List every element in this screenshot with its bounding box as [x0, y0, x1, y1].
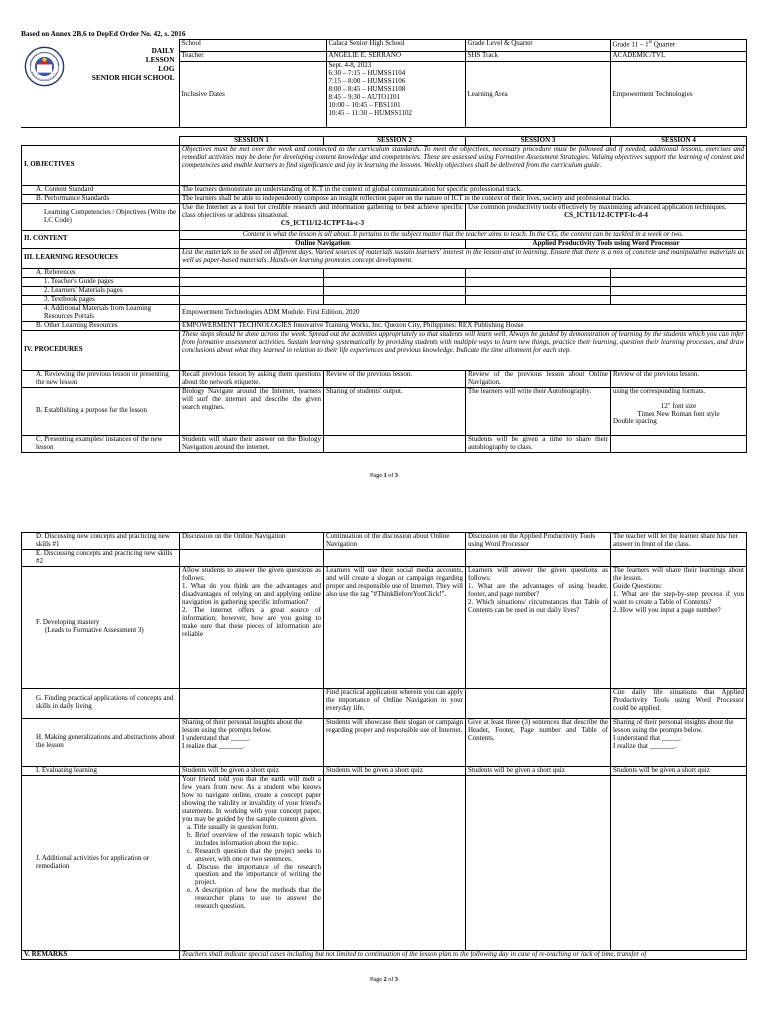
step-d-session-2: Continuation of the discussion about Online Navigation: [324, 533, 466, 550]
step-j-label: J. Additional activities for application or remediation: [22, 775, 180, 950]
session-2-header: SESSION 2: [324, 137, 466, 146]
step-d-session-1: Discussion on the Online Navigation: [180, 533, 324, 550]
step-c-session-2: [324, 435, 466, 452]
dll-title: [92, 46, 175, 82]
step-a-session-4: Review of the previous lesson.: [611, 370, 747, 387]
schedule-line: 8:00 – 8:45 – HUMSS1108: [328, 85, 406, 94]
area-value: Empowerment Technologies: [610, 62, 746, 128]
dll-title-line: LOG: [158, 63, 175, 73]
textbook-label: 3. Textbook pages: [22, 295, 180, 304]
logo-cell: [21, 40, 179, 128]
step-g-session-4: Cite daily life situations that Applied Productivity Tools using Word Processor could be applied.: [611, 688, 747, 718]
content-standard-value: The learners demonstrate an understanding of ICT in the context of global communication for specific professional track.: [180, 185, 747, 194]
competencies-label: Learning Competencies / Objectives (Write the LC Code): [22, 203, 180, 230]
step-c-session-1: Students will share their answer on the Biology Navigation around the internet.: [180, 435, 324, 452]
step-j-item: c. Research question that the project seeks to answer, with one or two sentences.: [187, 846, 321, 863]
step-i-session-2: Students will be given a short quiz: [324, 766, 466, 775]
format-spacing: Double spacing: [613, 417, 657, 426]
step-c-session-4: [611, 435, 747, 452]
step-j-item: d. Discuss the importance of the research question and the importance of writing the project.: [187, 862, 321, 887]
track-value: ACADEMIC/TVL: [610, 51, 746, 61]
competency-left-text: Use the Internet as a tool for credible research and information gathering to best achieve specific class objectives or address situational.: [182, 203, 463, 219]
step-d-label: D. Discussing new concepts and practicing new skills #1: [22, 533, 180, 550]
learner-materials-label: 2. Learners' Materials pages: [22, 286, 180, 295]
competencies-right: [466, 203, 747, 230]
step-g-session-2: Find practical application wherein you can apply the importance of Online Navigation in your everyday life.: [324, 688, 466, 718]
step-j-intro: Your friend told you that the earth will melt a few years from now. As a student who knows how to navigate online, create a concept paper showing the validity or invalidity of your friend's statements. In working with your concept paper, you may be guided by the sample content given.: [182, 775, 321, 823]
schedule-line: 7:15 – 8:00 – HUMSS1106: [328, 77, 406, 86]
content-standard-label: A. Content Standard: [22, 185, 180, 194]
header-table: [21, 39, 747, 128]
step-i-session-4: Students will be given a short quiz: [611, 766, 747, 775]
objectives-desc: Objectives must be met over the week and connected to the curriculum standards. To meet the objectives, necessary procedure must be followed and if needed, additional lessons, exercises and remedial activities may be done for developing content knowledge and competencies. These are assessed using Formative Assessment Strategies. Valuing objectives support the learning of content and competencies and enable learners to find significance and joy in learning the lessons. Weekly objectives shall be delivered from the curriculum guide.: [180, 145, 747, 185]
schedule-line: 10:00 – 10:45 – FBS1101: [328, 101, 401, 110]
other-resources-label: B. Other Learning Resources: [22, 321, 180, 330]
performance-standard-label: B. Performance Standards: [22, 194, 180, 203]
step-d-session-3: Discussion on the Applied Productivity Tools using Word Processor: [466, 533, 611, 550]
performance-standard-value: The learners shall be able to independently compose an insight reflection paper on the nature of ICT in the context of their lives, society and professional tracks.: [180, 194, 747, 203]
step-b-session-3: The learners will write their Autobiography.: [466, 387, 611, 435]
schedule-line: 6:30 – 7:15 – HUMSS1104: [328, 69, 406, 78]
step-i-session-3: Students will be given a short quiz: [466, 766, 611, 775]
references-label: A. References: [22, 268, 180, 277]
objectives-title: I. OBJECTIVES: [22, 145, 180, 185]
grade-label: Grade Level & Quarter: [465, 40, 610, 52]
step-h-session-1: Sharing of their personal insights about the lesson using the prompts below. I understand that _____. I realize that _______.: [180, 718, 324, 766]
step-c-session-3: Students will be given a time to share their autobiography to class.: [466, 435, 611, 452]
schedule-line: 8:45 – 9:30 – AUTO1101: [328, 93, 401, 102]
step-f-label: [22, 566, 180, 688]
track-label: SHS Track: [465, 51, 610, 61]
page-2-footer: Page 2 of 3: [369, 976, 398, 983]
schedule-line: 10:45 – 11:30 – HUMSS1102: [328, 109, 412, 118]
step-a-session-1: Recall previous lesson by asking them questions about the network etiquette.: [180, 370, 324, 387]
step-b-session-2: Sharing of students' output.: [324, 387, 466, 435]
step-j-item: e. A description of how the methods that the researcher plans to use to answer the research question.: [187, 886, 321, 911]
step-f-session-1: Allow students to answer the given questions as follows: 1. What do you think are the advantages and disadvantages of relying on and applying online navigation in gathering specific information? 2. The internet offers a great source of information; however, how are you going to make sure that these pieces of information are reliable: [180, 566, 324, 688]
step-c-label: C. Presenting examples/ instances of the new lesson: [22, 435, 180, 452]
session-3-header: SESSION 3: [466, 137, 611, 146]
format-font-style: Times New Roman font style: [637, 409, 720, 418]
resources-desc: List the materials to be used on different days. Varied sources of materials sustain learners' interest in the lesson and in learning. Ensure that there is a mix of concrete and manipulative materials as well as paper-based materials. Hands-on learning promotes concept development.: [180, 248, 747, 268]
grade-value: Grade 11 – 1st Quarter: [610, 40, 746, 52]
procedures-title: IV. PROCEDURES: [22, 330, 180, 370]
content-desc: Content is what the lesson is all about. It pertains to the subject matter that the teacher aims to teach. In the CG, the content can be tackled in a week or two.: [180, 230, 747, 239]
step-j-item: b. Brief overview of the research topic which includes information about the topic.: [187, 830, 321, 847]
step-b-session-4: [611, 387, 747, 435]
procedures-desc: These steps should be done across the week. Spread out the activities appropriately so that students will learn well. Always be guided by demonstration of learning by the students which you can infer from formative assessment activities. Sustain learning systematically by providing students with multiple ways to learn new things, practice their learning, question their learning processes, and draw conclusions about what they learned in relation to their life experiences and previous knowledge. Indicate the time allotment for each step.: [180, 330, 747, 370]
step-b-label: B. Establishing a purpose for the lesson: [22, 387, 180, 435]
additional-materials-value: Empowerment Technologies ADM Module. First Edition, 2020: [180, 304, 747, 321]
school-label: School: [179, 40, 326, 52]
step-f-subtitle: (Leads to Formative Assessment 3): [45, 626, 144, 635]
additional-materials-label: 4. Additional Materials from Learning Resources Portals: [22, 304, 180, 321]
competency-right-text: Use common productivity tools effectively by maximizing advanced application techniques.: [468, 203, 727, 211]
format-intro: using the corresponding formats.: [613, 387, 706, 395]
step-f-session-4: The learners will share their learnings about the lesson. Guide Questions: 1. What are the step-by-step process if you want to create a Table of Contents? 2. How will you input a page number?: [611, 566, 747, 688]
teacher-guide-label: 1. Teacher's Guide pages: [22, 277, 180, 286]
step-a-session-2: Review of the previous lesson.: [324, 370, 466, 387]
dates-label: Inclusive Dates: [179, 62, 326, 128]
school-value: Calaca Senior High School: [326, 40, 465, 52]
dll-title-line: SENIOR HIGH SCHOOL: [91, 72, 175, 82]
page-1-footer: Page 1 of 3: [369, 472, 398, 479]
deped-seal-icon: [24, 46, 65, 87]
step-h-label: H. Making generalizations and abstractions about the lesson: [22, 718, 180, 766]
dates-value: [326, 62, 465, 128]
competency-right-code: CS_ICT11/12-ICTPT-Ic-d-4: [564, 210, 648, 219]
step-i-label: I. Evaluating learning: [22, 766, 180, 775]
teacher-value: ANGELIE E. SERRANO: [326, 51, 465, 61]
step-f-title: F. Developing mastery: [36, 618, 100, 627]
step-j-session-1: [180, 775, 324, 950]
content-title: II. CONTENT: [22, 230, 180, 248]
dll-title-line: DAILY: [151, 45, 175, 55]
schedule-line: Sept. 4-8, 2023: [328, 61, 372, 70]
content-left: Online Navigation: [180, 239, 466, 248]
teacher-label: Teacher: [179, 51, 326, 61]
annex-reference: Based on Annex 2B.6 to DepEd Order No. 42, s. 2016: [21, 29, 186, 38]
step-h-session-3: Give at least three (3) sentences that describe the Header, Footer, Page number and Table of Contents.: [466, 718, 611, 766]
competencies-left: [180, 203, 466, 230]
session-4-header: SESSION 4: [611, 137, 747, 146]
step-h-session-2: Students will showcase their slogan or campaign regarding proper and responsible use of Internet.: [324, 718, 466, 766]
other-resources-value: EMPOWERMENT TECHNOLOGIES Innovative Training Works, Inc. Quezon City, Philippines: REX Publishing House: [180, 321, 747, 330]
lesson-log-table-page1: [21, 136, 747, 453]
step-a-label: A. Reviewing the previous lesson or presenting the new lesson: [22, 370, 180, 387]
area-label: Learning Area: [465, 62, 610, 128]
step-f-session-2: Learners will use their social media accounts, and will create a slogan or campaign regarding proper and responsible use of Internet. They will also use the tag "#ThinkBeforeYouClick!".: [324, 566, 466, 688]
competency-left-code: CS_ICT11/12-ICTPT-Ia-c-3: [280, 218, 365, 227]
resources-title: III. LEARNING RESOURCES: [22, 248, 180, 268]
step-g-label: G. Finding practical applications of concepts and skills in daily living: [22, 688, 180, 718]
step-a-session-3: Review of the previous lesson about Online Navigation.: [466, 370, 611, 387]
remarks-desc: Teachers shall indicate special cases including but not limited to continuation of the lesson plan to the following day in case of re-teaching or lack of time, transfer of: [180, 950, 747, 959]
step-d-session-4: The teacher will let the learner share his/ her answer in front of the class.: [611, 533, 747, 550]
step-b-session-1: Biology Navigate around the Internet, learners will surf the internet and describe the given search engines.: [180, 387, 324, 435]
content-right: Applied Productivity Tools using Word Processor: [466, 239, 747, 248]
step-i-session-1: Students will be given a short quiz: [180, 766, 324, 775]
step-e-label: E. Discussing concepts and practicing new skills #2: [22, 549, 180, 566]
dll-title-line: LESSON: [145, 54, 175, 64]
step-h-session-4: Sharing of their personal insights about the lesson using the prompts below. I understand that _____. I realize that _______.: [611, 718, 747, 766]
format-font-size: 12" font size: [660, 401, 697, 410]
remarks-label: V. REMARKS: [22, 950, 180, 959]
step-f-session-3: Learners will answer the given questions as follows: 1. What are the advantages of using header, footer, and page number? 2. Which situations/ circumstances that Table of Contents can be used in our daily lives?: [466, 566, 611, 688]
step-j-item: a. Title usually in question form.: [187, 822, 279, 831]
session-1-header: SESSION 1: [180, 137, 324, 146]
blank-corner: [22, 137, 180, 146]
lesson-log-table-page2: [21, 532, 747, 960]
